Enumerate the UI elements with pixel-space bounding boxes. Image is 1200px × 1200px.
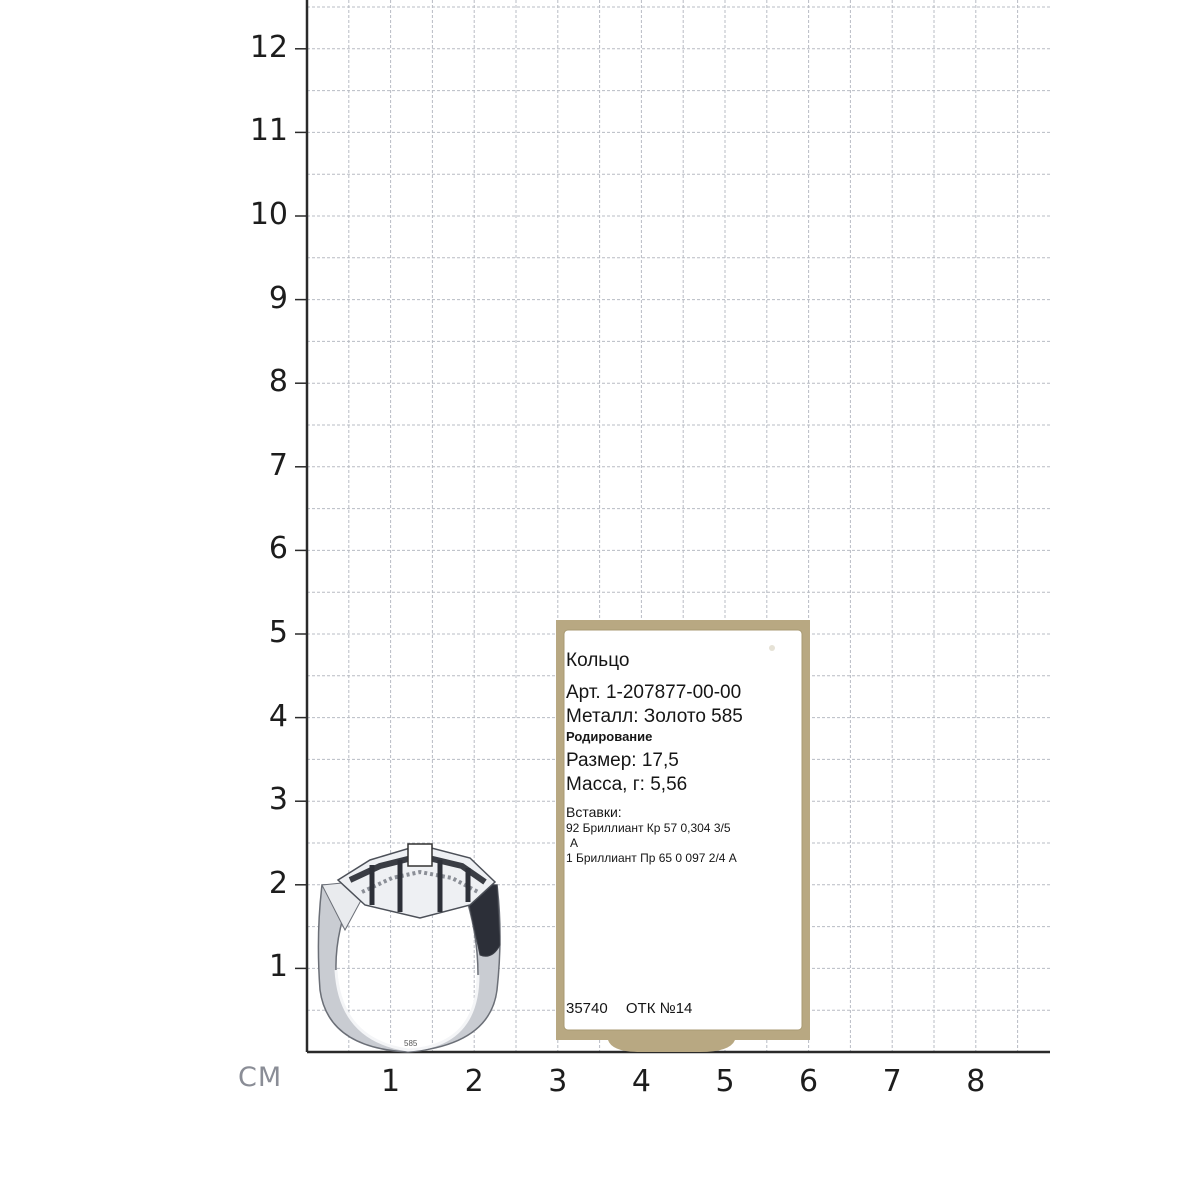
x-tick-label: 3 <box>548 1064 568 1099</box>
ring-illustration <box>318 844 500 1052</box>
y-tick-label: 10 <box>249 197 288 232</box>
tag-insert-2: 1 Бриллиант Пр 65 0 097 2/4 А <box>566 851 737 865</box>
y-tick-label: 8 <box>268 364 288 400</box>
x-tick-label: 6 <box>799 1064 819 1099</box>
tag-size: Размер: 17,5 <box>566 750 679 771</box>
tag-product: Кольцо <box>566 650 630 671</box>
tag-insert-1-cont: А <box>570 836 579 850</box>
x-tick-label: 7 <box>882 1064 902 1099</box>
x-tick-label: 4 <box>631 1064 651 1099</box>
y-tick-label: 9 <box>268 280 288 316</box>
tag-weight: Масса, г: 5,56 <box>566 774 688 795</box>
x-tick-label: 8 <box>966 1064 986 1099</box>
y-tick-label: 12 <box>249 29 288 65</box>
tag-code: 35740 <box>566 1000 608 1017</box>
y-tick-label: 2 <box>268 865 288 901</box>
tag-footer <box>566 1000 692 1017</box>
tag-coating: Родирование <box>566 729 653 744</box>
tag-article: Арт. 1-207877-00-00 <box>566 682 742 703</box>
y-tick-label: 6 <box>268 531 288 567</box>
tag-metal: Металл: Золото 585 <box>566 706 743 727</box>
tag-inspection: ОТК №14 <box>625 1000 693 1017</box>
tag-text-block <box>566 650 796 866</box>
x-tick-label: 2 <box>464 1064 484 1099</box>
tag-insert-1: 92 Бриллиант Кр 57 0,304 3/5 <box>566 821 731 835</box>
svg-text:585: 585 <box>404 1039 418 1048</box>
y-tick-label: 3 <box>268 782 288 818</box>
y-tick-label: 4 <box>268 698 288 734</box>
y-tick-label: 11 <box>249 113 288 149</box>
y-tick-label: 7 <box>268 447 288 483</box>
y-tick-label: 5 <box>268 615 288 650</box>
x-tick-label: 1 <box>381 1064 401 1099</box>
x-tick-label: 5 <box>715 1064 735 1099</box>
y-tick-label: 1 <box>268 949 288 985</box>
unit-label: CM <box>238 1062 283 1093</box>
tag-inserts-title: Вставки: <box>566 804 622 820</box>
